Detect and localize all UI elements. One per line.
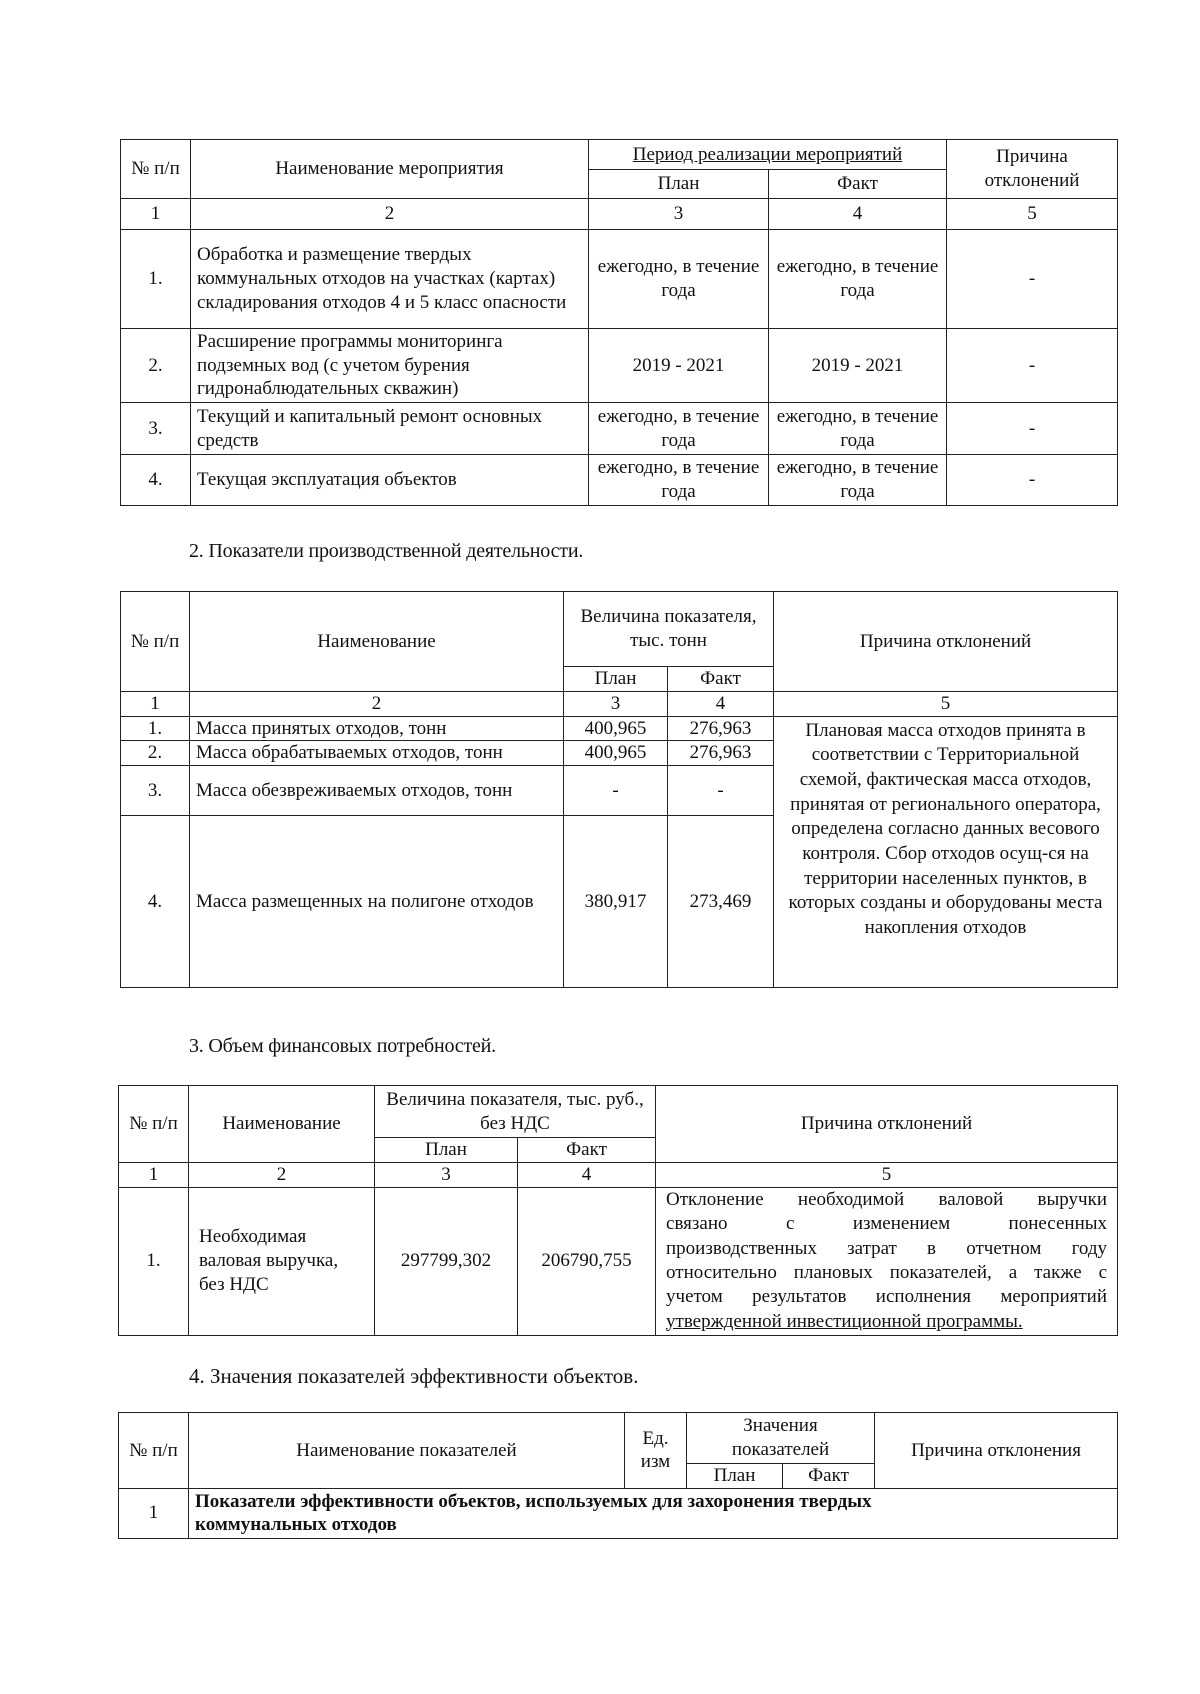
header-reason: Причина отклонений [656,1086,1118,1163]
colnum: 1 [121,691,190,716]
colnum: 2 [190,691,564,716]
row-num: 2. [121,741,190,766]
header-num: № п/п [119,1413,189,1489]
colnum: 3 [589,199,769,230]
row-plan: ежегодно, в течение года [589,455,769,506]
period-label: Период реализации мероприятий [632,143,903,165]
header-name: Наименование показателей [189,1413,625,1489]
row-reason: - [947,230,1118,329]
row-fact: 273,469 [668,816,774,988]
colnum: 1 [121,199,191,230]
colnum: 3 [375,1162,518,1187]
header-reason: Причина отклонения [875,1413,1118,1489]
row-fact: 276,963 [668,741,774,766]
header-plan: План [375,1138,518,1163]
colnum: 5 [947,199,1118,230]
header-fact: Факт [518,1138,656,1163]
reason-line: учетом результатов исполнения мероприятий [666,1286,1108,1308]
row-num: 3. [121,403,191,455]
row-reason: - [947,455,1118,506]
reason-line: относительно плановых показателей, а также с [666,1262,1108,1283]
header-name: Наименование мероприятия [191,140,589,199]
table-row [121,329,1118,403]
header-unit: Ед. изм [625,1413,687,1489]
reason-cell: Плановая масса отходов принята в соответствии с Территориальной схемой, фактическая масса отходов, принятая от регионального оператора, определена согласно данных весового контроля. Сбор отходов осущ-ся на территории населенных пунктов, в которых созданы и оборудованы места накопления отходов [774,716,1118,988]
row-name: Текущий и капитальный ремонт основных средств [191,403,589,455]
row-plan: 400,965 [564,716,668,741]
reason-line: связано с изменением понесенных [666,1213,1108,1235]
header-num: № п/п [121,140,191,199]
row-plan: ежегодно, в течение года [589,230,769,329]
colnum: 4 [668,691,774,716]
row-name: Необходимая валовая выручка, без НДС [189,1187,375,1335]
row-name: Масса обрабатываемых отходов, тонн [190,741,564,766]
row-fact: 2019 - 2021 [769,329,947,403]
row-name: Масса принятых отходов, тонн [190,716,564,741]
colnum: 3 [564,691,668,716]
section-3-title: 3. Объем финансовых потребностей. [189,1035,496,1057]
row-name: Масса размещенных на полигоне отходов [190,816,564,988]
finance-table [118,1085,1118,1336]
row-num: 1. [119,1187,189,1335]
row-fact: - [668,766,774,816]
header-plan: План [564,667,668,692]
production-table [120,591,1118,988]
table-row [121,455,1118,506]
header-fact: Факт [783,1464,875,1489]
row-name: Текущая эксплуатация объектов [191,455,589,506]
row-name: Масса обезвреживаемых отходов, тонн [190,766,564,816]
header-reason: Причина отклонений [947,140,1118,199]
efficiency-table [118,1412,1118,1539]
colnum: 5 [774,691,1118,716]
colnum: 4 [518,1162,656,1187]
header-period [589,140,947,170]
row-fact: 276,963 [668,716,774,741]
row-fact: ежегодно, в течение года [769,230,947,329]
row-name: Расширение программы мониторинга подземных вод (с учетом бурения гидронаблюдательных скважин) [191,329,589,403]
finance-table-container [118,1085,1118,1336]
header-value: Величина показателя, тыс. руб., без НДС [375,1086,656,1138]
events-table-container [120,139,1118,506]
table-row [121,716,1118,741]
row-plan: 297799,302 [375,1187,518,1335]
row-num: 1. [121,230,191,329]
header-values: Значения показателей [687,1413,875,1464]
section-4-title: 4. Значения показателей эффективности объектов. [189,1364,639,1388]
header-name: Наименование [190,592,564,692]
header-num: № п/п [119,1086,189,1163]
colnum: 4 [769,199,947,230]
row-plan: ежегодно, в течение года [589,403,769,455]
header-reason: Причина отклонений [774,592,1118,692]
row-reason: - [947,329,1118,403]
header-plan: План [687,1464,783,1489]
column-numbers-row [121,691,1118,716]
production-table-container [120,591,1118,988]
reason-cell [656,1187,1118,1335]
row-plan: 380,917 [564,816,668,988]
events-table [120,139,1118,506]
reason-line: Отклонение необходимой валовой выручки [666,1189,1108,1211]
row-num: 2. [121,329,191,403]
header-fact: Факт [769,170,947,199]
row-fact: 206790,755 [518,1187,656,1335]
row-reason: - [947,403,1118,455]
reason-line: производственных затрат в отчетном году [666,1237,1108,1259]
colnum: 5 [656,1162,1118,1187]
colnum: 1 [119,1162,189,1187]
row-fact: ежегодно, в течение года [769,403,947,455]
row-num: 1 [119,1488,189,1538]
column-numbers-row [119,1162,1118,1187]
colnum: 2 [189,1162,375,1187]
table-row [119,1187,1118,1335]
header-name: Наименование [189,1086,375,1163]
row-name: Обработка и размещение твердых коммунальных отходов на участках (картах) складирования отходов 4 и 5 класс опасности [191,230,589,329]
header-fact: Факт [668,667,774,692]
row-plan: - [564,766,668,816]
row-section-title: Показатели эффективности объектов, используемых для захоронения твердых коммунальных отходов [189,1488,1118,1538]
reason-line: утвержденной инвестиционной программы. [666,1310,1023,1332]
header-plan: План [589,170,769,199]
table-row [121,403,1118,455]
colnum: 2 [191,199,589,230]
row-plan: 400,965 [564,741,668,766]
row-num: 1. [121,716,190,741]
table-row [121,230,1118,329]
row-num: 4. [121,455,191,506]
efficiency-table-container [118,1412,1118,1539]
column-numbers-row [121,199,1118,230]
section-2-title: 2. Показатели производственной деятельности. [189,540,584,562]
row-num: 4. [121,816,190,988]
header-num: № п/п [121,592,190,692]
row-fact: ежегодно, в течение года [769,455,947,506]
header-value: Величина показателя, тыс. тонн [564,592,774,667]
row-num: 3. [121,766,190,816]
row-plan: 2019 - 2021 [589,329,769,403]
table-row [119,1488,1118,1538]
